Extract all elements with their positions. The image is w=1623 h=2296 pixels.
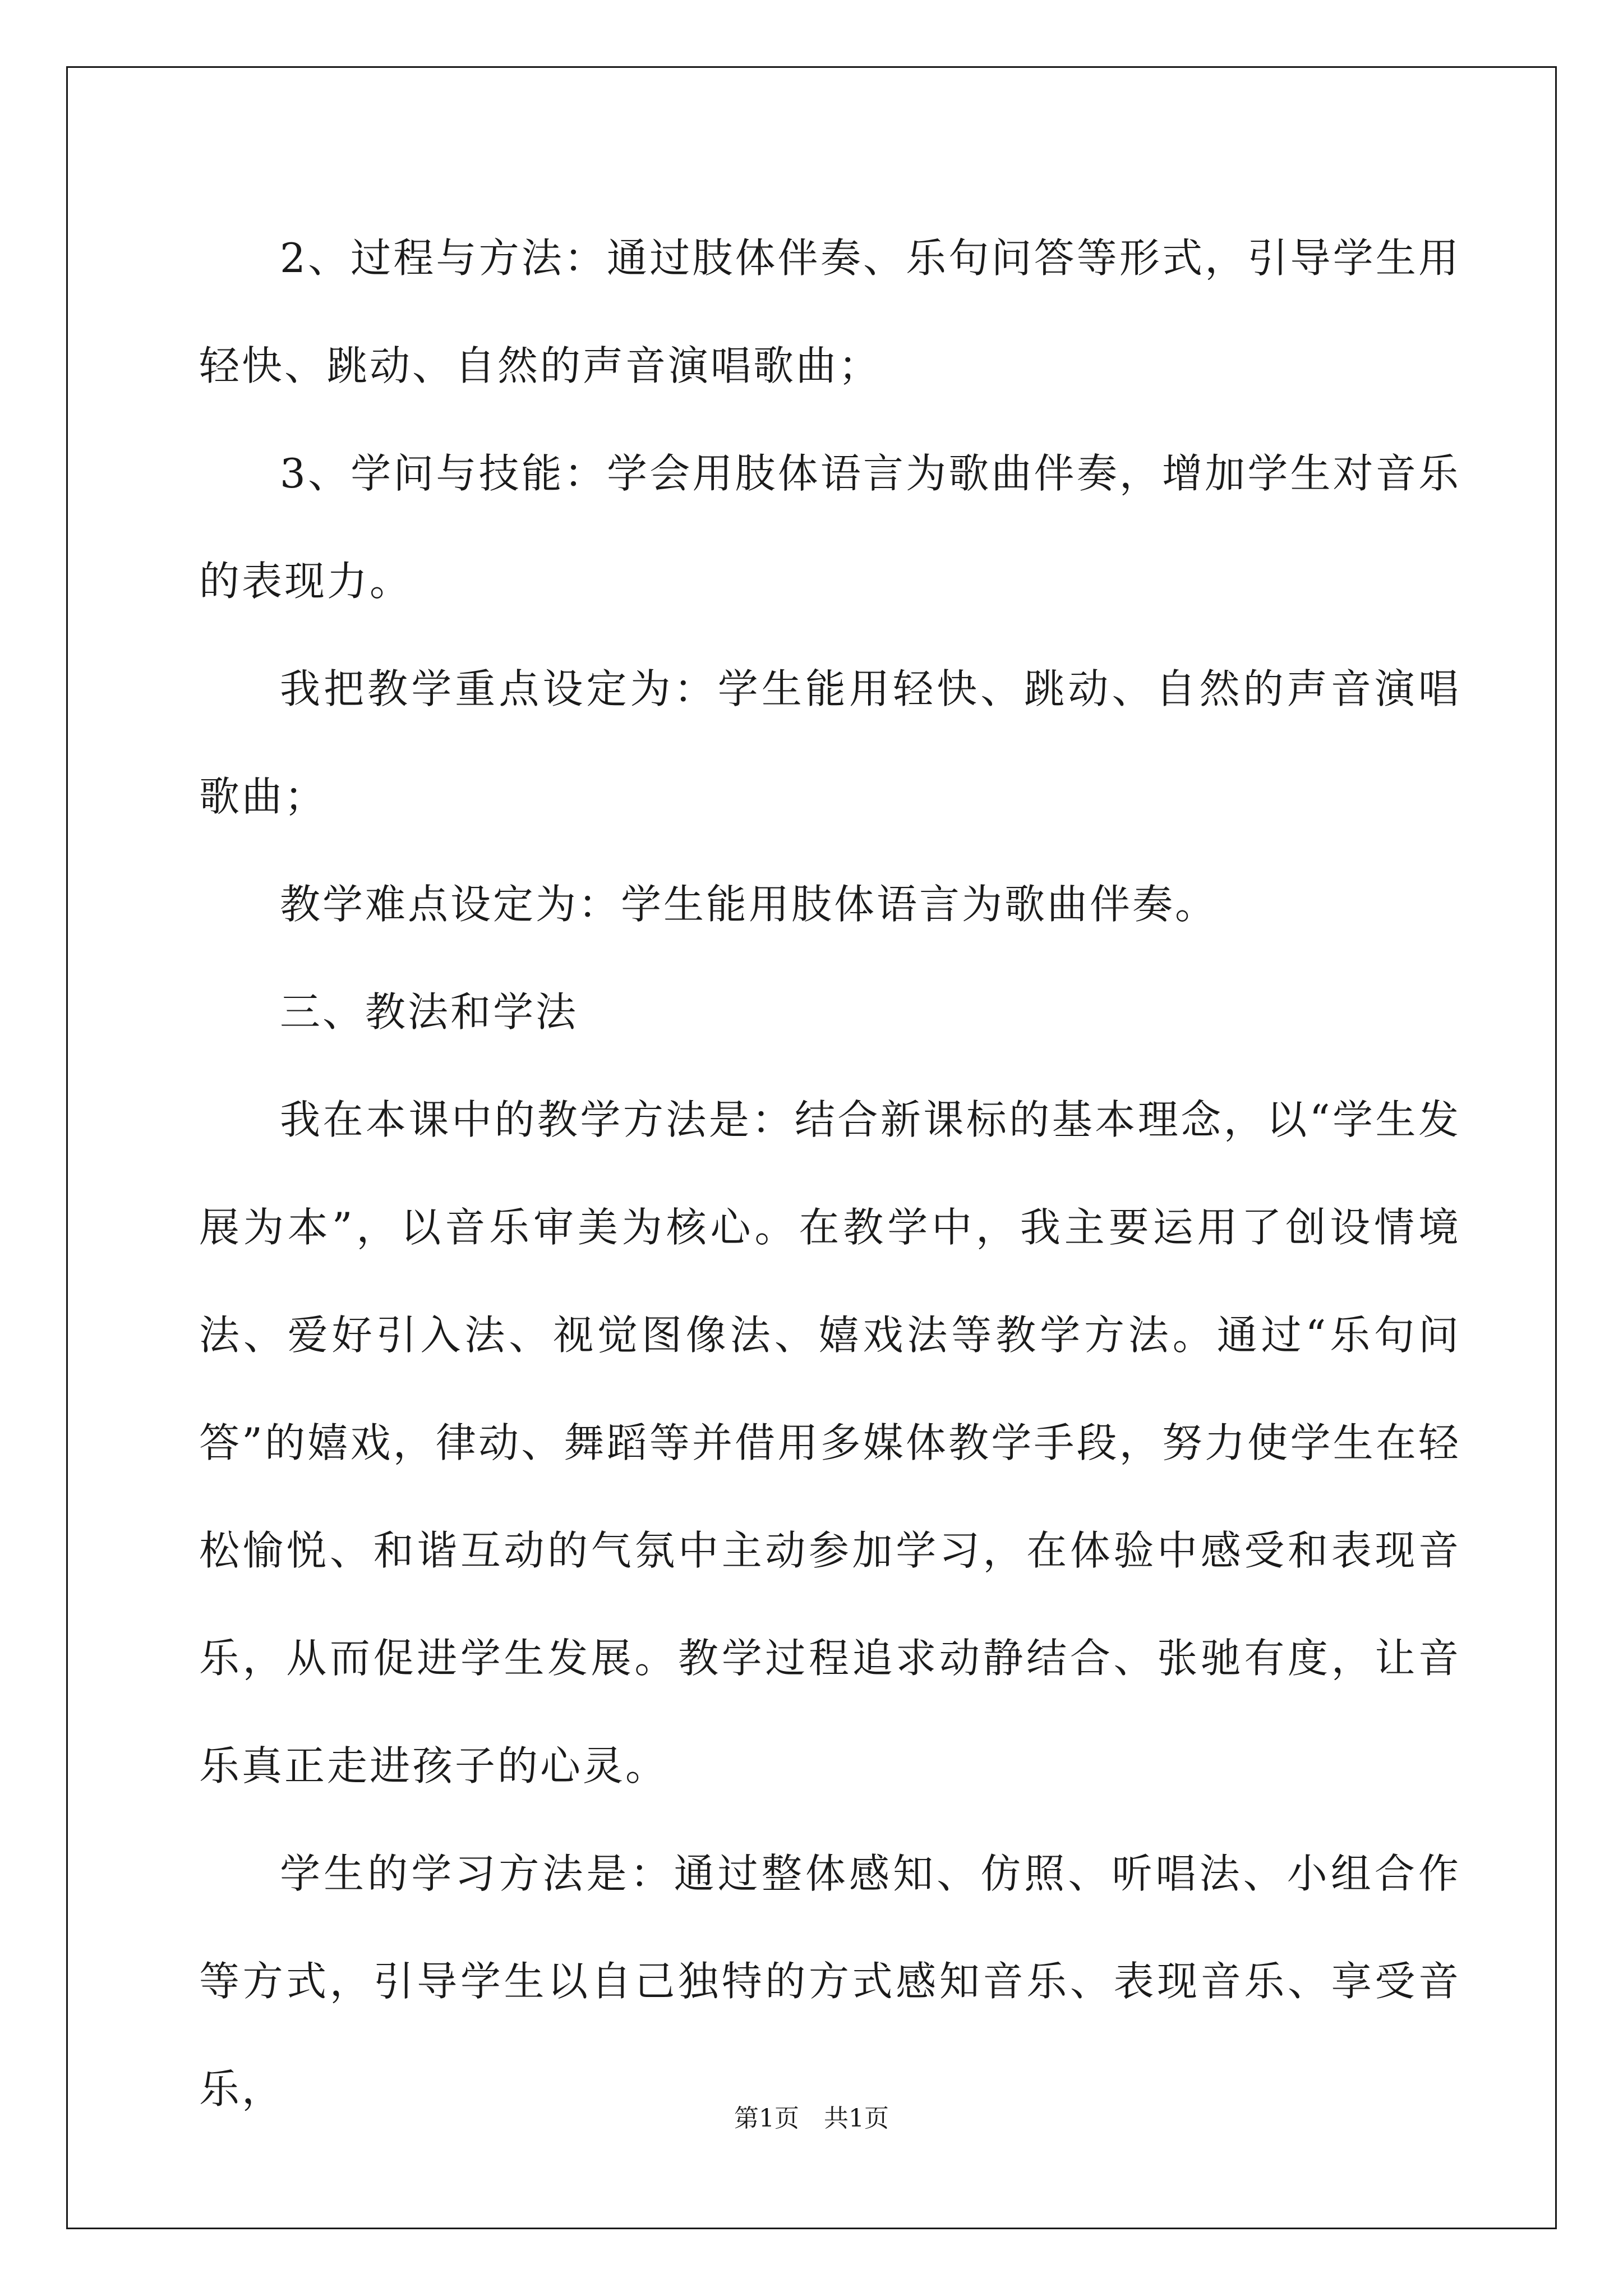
paragraph: 我把教学重点设定为：学生能用轻快、跳动、自然的声音演唱歌曲；: [199, 665, 1461, 820]
paragraph: 3、学问与技能：学会用肢体语言为歌曲伴奏，增加学生对音乐的表现力。: [199, 450, 1461, 605]
paragraph: 教学难点设定为：学生能用肢体语言为歌曲伴奏。: [280, 881, 1218, 928]
page-number-footer: 第1页 共1页: [734, 2104, 889, 2133]
paragraph: 我在本课中的教学方法是：结合新课标的基本理念，以“学生发展为本”，以音乐审美为核心。在教学中，我主要运用了创设情境法、爱好引入法、视觉图像法、嬉戏法等教学方法。通过“乐句问答”的嬉戏，律动、舞蹈等并借用多媒体教学手段，努力使学生在轻松愉悦、和谐互动的气氛中主动参加学习，在体验中感受和表现音乐，从而促进学生发展。教学过程追求动静结合、张驰有度，让音乐真正走进孩子的心灵。: [199, 1096, 1461, 1789]
section-heading: 三、教法和学法: [280, 988, 579, 1036]
paragraph: 2、过程与方法：通过肢体伴奏、乐句问答等形式，引导学生用轻快、跳动、自然的声音演唱歌曲；: [199, 234, 1461, 389]
document-body: [199, 204, 1461, 2143]
paragraph: 学生的学习方法是：通过整体感知、仿照、听唱法、小组合作等方式，引导学生以自己独特的方式感知音乐、表现音乐、享受音乐，: [199, 1850, 1461, 2113]
